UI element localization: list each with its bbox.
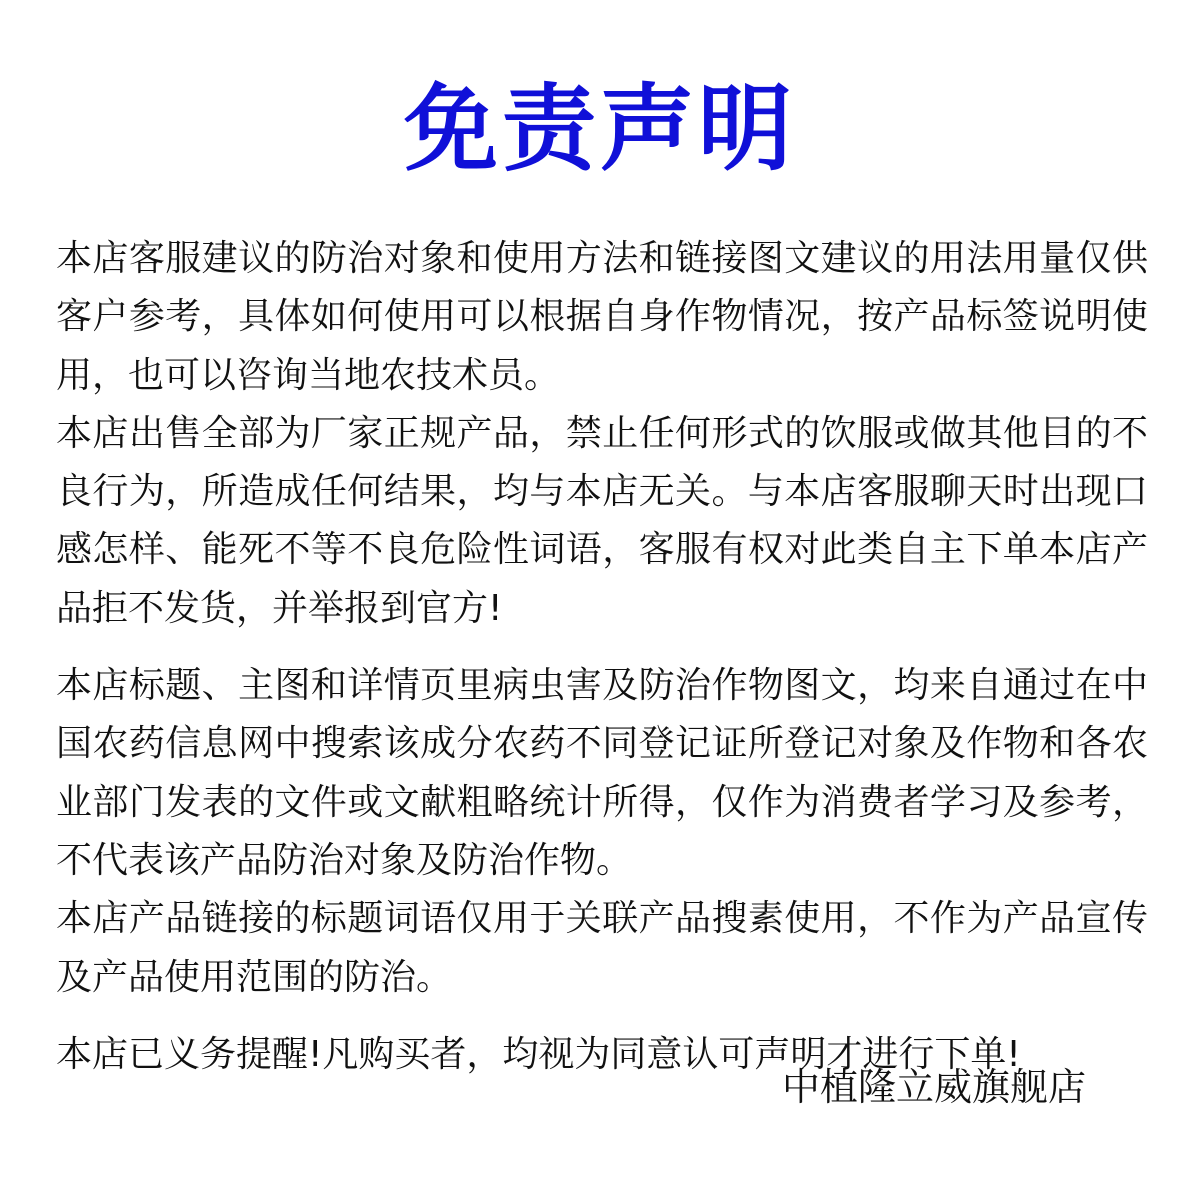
paragraph-usage-advice: 本店客服建议的防治对象和使用方法和链接图文建议的用法用量仅供客户参考，具体如何使用可以根据自身作物情况，按产品标签说明使用，也可以咨询当地农技术员。 [56, 238, 1148, 396]
disclaimer-body [56, 230, 1148, 1084]
paragraph-product-legality: 本店出售全部为厂家正规产品，禁止任何形式的饮服或做其他目的不良行为，所造成任何结果，均与本店无关。与本店客服聊天时出现口感怎样、能死不等不良危险性词语，客服有权对此类自主下单本店产品拒不发货，并举报到官方! [56, 412, 1148, 629]
page-title: 免责声明 [403, 75, 796, 184]
paragraph-listing-sources: 本店标题、主图和详情页里病虫害及防治作物图文，均来自通过在中国农药信息网中搜索该成分农药不同登记证所登记对象及作物和各农业部门发表的文件或文献粗略统计所得，仅作为消费者学习及参考，不代表该产品防治对象及防治作物。 [56, 665, 1148, 881]
paragraph-purchase-consent: 本店已义务提醒!凡购买者，均视为同意认可声明才进行下单! [56, 1033, 1021, 1075]
store-signature: 中植隆立威旗舰店 [781, 1065, 1086, 1109]
paragraph-title-keywords: 本店产品链接的标题词语仅用于关联产品搜素使用，不作为产品宣传及产品使用范围的防治。 [56, 898, 1148, 998]
